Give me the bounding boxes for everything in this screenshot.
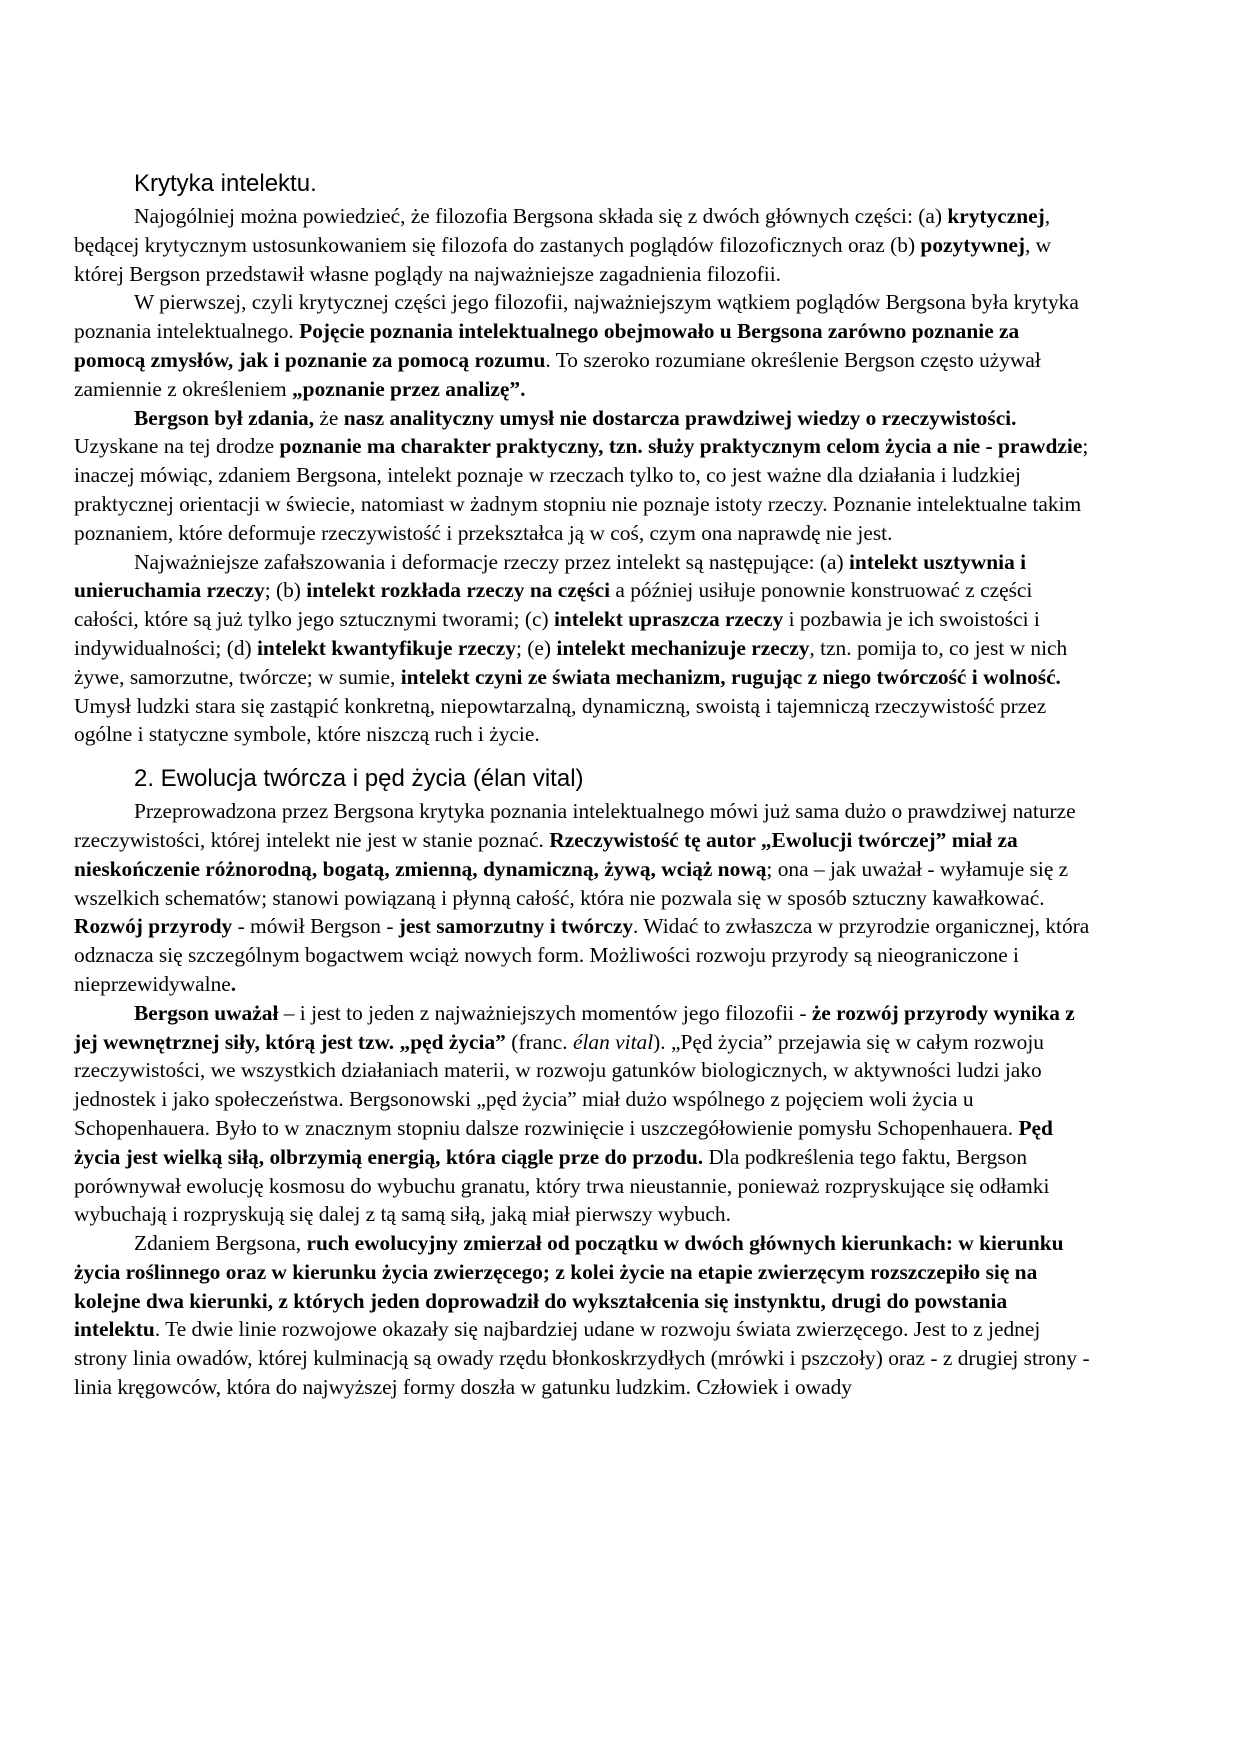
section-heading-evolution: 2. Ewolucja twórcza i pęd życia (élan vital) [134, 765, 584, 793]
text-run: , w której Bergson przedstawił własne poglądy na najważniejsze zagadnienia filozofii. [74, 232, 1052, 286]
bold-text-run: Pojęcie poznania intelektualnego obejmowało u Bergsona zarówno poznanie za pomocą zmysłów, jak i poznanie za pomocą rozumu [74, 319, 1020, 372]
text-run: ). „Pęd życia” przejawia się w całym rozwoju rzeczywistości, we wszystkich działaniach materii, w rozwoju gatunków biologicznych, w aktywności ludzi jako jednostek i jako społeczeństwa. Bergsonowski „pęd życia” miał dużo wspólnego z pojęciem woli życia u Schopenhauera. Było to w znacznym stopniu dalsze rozwinięcie i uszczegółowienie pomysłu Schopenhauera. [74, 1029, 1044, 1140]
bold-text-run: Pęd życia jest wielką siłą, olbrzymią energią, która ciągle prze do przodu. [74, 1115, 1053, 1169]
text-run: . Te dwie linie rozwojowe okazały się najbardziej udane w rozwoju świata zwierzęcego. Jest to z jednej strony linia owadów, której kulminacją są owady rzędu błonkoskrzydłych (mrówki i pszczoły) oraz - z drugiej strony - linia kręgowców, która do najwyższej formy doszła w gatunku ludzkim. Człowiek i owady [74, 1317, 1090, 1400]
bold-text-run: że rozwój przyrody wynika z jej wewnętrznej siły, którą jest tzw. „pęd życia” [74, 1000, 1075, 1054]
bold-text-run: intelekt rozkłada rzeczy na części [306, 578, 611, 603]
bold-text-run: ruch ewolucyjny zmierzał od początku w dwóch głównych kierunkach: w kierunku życia roślinnego oraz w kierunku życia zwierzęcego; z kolei życie na etapie zwierzęcym rozszczepiło się na kolejne dwa kierunki, z których jeden doprowadził do wykształcenia się instynktu, drugi do powstania intelektu [74, 1231, 1064, 1342]
bold-text-run: Rozwój przyrody [74, 914, 233, 939]
text-run: Zdaniem Bergsona, [134, 1231, 307, 1256]
bold-text-run: intelekt czyni ze świata mechanizm, rugując z niego twórczość i wolność. [400, 664, 1061, 689]
text-run: Uzyskane na tej drodze [74, 434, 280, 459]
bold-text-run: intelekt kwantyfikuje rzeczy [256, 635, 516, 660]
text-run: ; inaczej mówiąc, zdaniem Bergsona, intelekt poznaje w rzeczach tylko to, co jest ważne dla działania i ludzkiej praktycznej orientacji w świecie, natomiast w żadnym stopniu nie poznaje istoty rzeczy. Poznanie intelektualne takim poznaniem, które deformuje rzeczywistość i przekształca ją w coś, czym ona naprawdę nie jest. [74, 434, 1089, 545]
paragraph [74, 999, 1094, 1229]
bold-text-run: intelekt mechanizuje rzeczy [556, 635, 810, 660]
bold-text-run: Bergson uważał [134, 1000, 279, 1025]
text-run: W pierwszej, czyli krytycznej części jego filozofii, najważniejszym wątkiem poglądów Bergsona była krytyka poznania intelektualnego. [74, 290, 1079, 344]
text-run: , będącej krytycznym ustosunkowaniem się filozofa do zastanych poglądów filozoficznych oraz (b) [74, 204, 1051, 257]
text-run: Najważniejsze zafałszowania i deformacje rzeczy przez intelekt są następujące: (a) [134, 549, 849, 574]
text-run: i pozbawia je ich swoistości i indywidualności; (d) [74, 607, 1040, 660]
text-run: ; ona – jak uważał - wyłamuje się z wszelkich schematów; stanowi powiązaną i płynną całość, która nie pozwala się w sposób sztuczny kawałkować. [74, 856, 1069, 910]
text-run: Umysł ludzki stara się zastąpić konkretną, niepowtarzalną, dynamiczną, swoistą i tajemniczą rzeczywistość przez ogólne i statyczne symbole, które niszczą ruch i życie. [74, 693, 1047, 747]
document-content [74, 168, 1094, 1402]
section-body-evolution [74, 797, 1094, 1402]
bold-text-run: intelekt upraszcza rzeczy [553, 607, 784, 632]
text-run: , tzn. pomija to, co jest w nich żywe, samorzutne, twórcze; w sumie, [74, 635, 1068, 689]
paragraph [74, 548, 1094, 750]
bold-text-run: jest samorzutny i twórczy [398, 914, 634, 939]
bold-text-run: . [230, 971, 237, 996]
bold-text-run: pozytywnej [920, 232, 1025, 257]
section-body-critique [74, 202, 1094, 749]
paragraph [74, 1229, 1094, 1402]
text-run: - mówił Bergson - [232, 914, 399, 939]
bold-text-run: intelekt usztywnia i unieruchamia rzeczy [74, 549, 1027, 603]
bold-text-run: Rzeczywistość tę autor „Ewolucji twórczej” miał za nieskończenie różnorodną, bogatą, zmienną, dynamiczną, żywą, wciąż nową [74, 827, 1018, 881]
paragraph [74, 404, 1094, 548]
text-run: . To szeroko rozumiane określenie Bergson często używał zamiennie z określeniem [74, 347, 1041, 401]
text-run: a później usiłuje ponownie konstruować z części całości, które są już tylko jego sztucznymi tworami; (c) [74, 578, 1033, 632]
text-run: . Widać to zwłaszcza w przyrodzie organicznej, która odznacza się szczególnym bogactwem wciąż nowych form. Możliwości rozwoju przyrody są nieograniczone i nieprzewidywalne [74, 914, 1090, 996]
bold-text-run: poznanie ma charakter praktyczny, tzn. służy praktycznym celom życia a nie - prawdzie [279, 434, 1083, 459]
text-run: Przeprowadzona przez Bergsona krytyka poznania intelektualnego mówi już sama dużo o prawdziwej naturze rzeczywistości, której intelekt nie jest w stanie poznać. [74, 799, 1076, 852]
text-run: Dla podkreślenia tego faktu, Bergson porównywał ewolucję kosmosu do wybuchu granatu, który trwa nieustannie, ponieważ rozpryskujące się odłamki wybuchają i rozpryskują się dalej z tą samą siłą, jaką miał pierwszy wybuch. [74, 1144, 1050, 1227]
text-run: – i jest to jeden z najważniejszych momentów jego filozofii - [278, 1000, 812, 1025]
text-run: że [319, 405, 344, 430]
bold-text-run: krytycznej [947, 204, 1045, 228]
bold-text-run: nasz analityczny umysł nie dostarcza prawdziwej wiedzy o rzeczywistości. [343, 405, 1017, 430]
text-run: (franc. [505, 1029, 573, 1054]
paragraph [74, 797, 1094, 999]
text-run: ; (b) [264, 578, 307, 603]
paragraph [74, 288, 1094, 403]
text-run: ; (e) [516, 635, 557, 660]
bold-text-run: „poznanie przez analizę”. [291, 376, 526, 401]
text-run: Najogólniej można powiedzieć, że filozofia Bergsona składa się z dwóch głównych części: (a) [134, 204, 948, 228]
paragraph [74, 202, 1094, 288]
section-heading-critique: Krytyka intelektu. [134, 170, 317, 197]
italic-text-run: élan vital [572, 1029, 654, 1054]
bold-text-run: Bergson był zdania, [134, 405, 320, 430]
